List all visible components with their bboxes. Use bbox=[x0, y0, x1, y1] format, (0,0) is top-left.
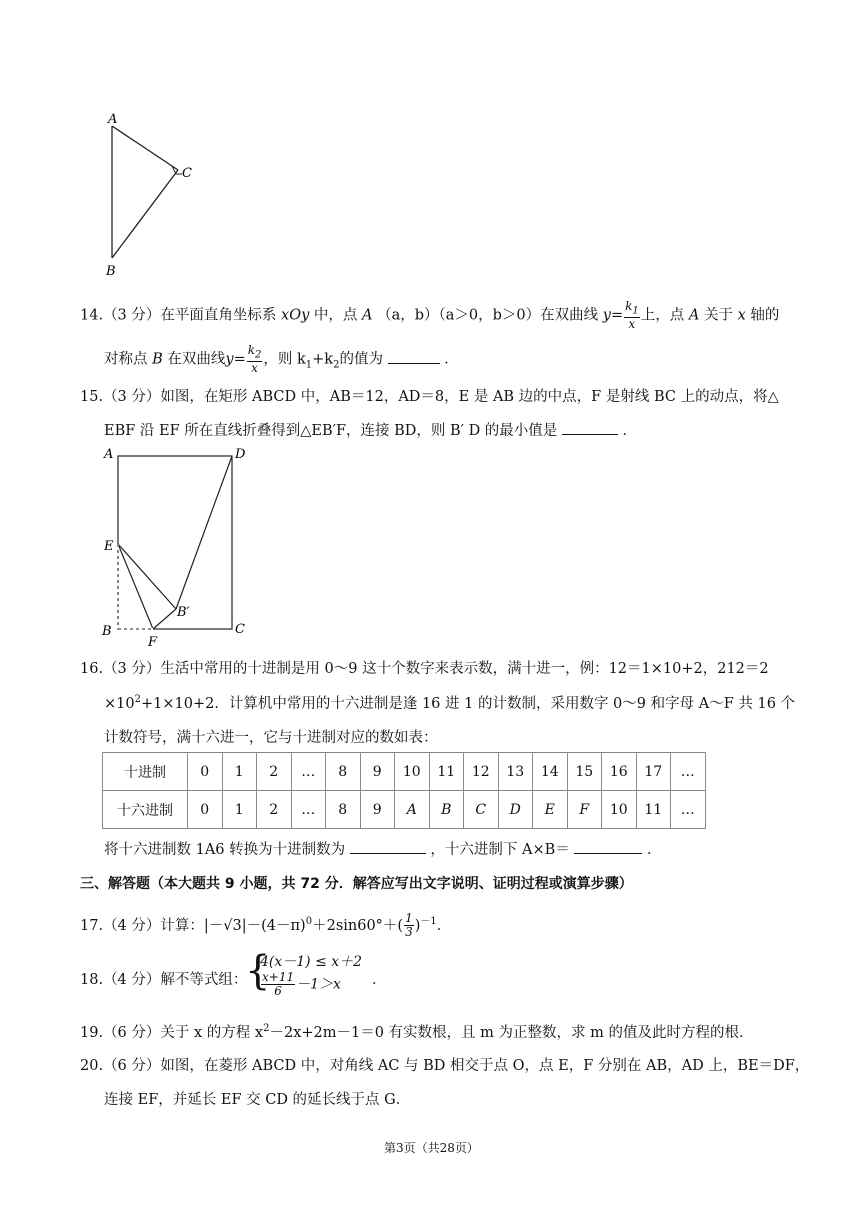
q16-line3 bbox=[104, 726, 438, 747]
q16-num: 16. bbox=[80, 661, 104, 677]
q14-score: （3 分） bbox=[103, 307, 161, 324]
table-cell: 17 bbox=[636, 753, 671, 791]
q14-text-a: 在平面直角坐标系 bbox=[160, 307, 277, 324]
side-ac bbox=[112, 126, 178, 170]
q14-line2: 对称点 B 在双曲线y= $\frac{k_2}{x}$ ，则 $k_1+k_2$的值为 ． bbox=[104, 343, 459, 376]
table-cell: 2 bbox=[257, 791, 292, 829]
q14-k1: k bbox=[296, 351, 306, 368]
q14-num: 14. bbox=[80, 307, 104, 324]
segment-f-bprime bbox=[153, 609, 176, 629]
label-bprime: B′ bbox=[177, 605, 190, 620]
decimal-hex-table bbox=[102, 752, 706, 829]
q16-text-1: 生活中常用的十进制是用 0～9 这十个数字来表示数，满十进一，例：12＝1×10+2，212＝2 bbox=[160, 661, 769, 677]
q18-end: ． bbox=[372, 972, 387, 988]
table-cell: 11 bbox=[429, 753, 464, 791]
page-number-footer: 第3页（共28页） bbox=[384, 1141, 479, 1155]
label-f: F bbox=[148, 635, 158, 650]
table-cell: B bbox=[429, 791, 464, 829]
q20-score: （6 分） bbox=[103, 1058, 161, 1074]
section-3-heading: 三、解答题（本大题共 9 小题，共 72 分．解答应写出文字说明、证明过程或演算步骤） bbox=[80, 876, 633, 892]
q14-yeq: y= bbox=[602, 307, 624, 324]
q17-line: 17.（4 分）计算：$|-√3|-(4-\pi)^0+2\sin 60^\circ+$( $\frac{1}{3}$ )$^{-1}$． bbox=[80, 911, 452, 940]
table-cell: E bbox=[533, 791, 568, 829]
q18-inequality-2: $\frac{x+11}{6}$ －1＞x bbox=[262, 970, 341, 998]
table-cell: 10 bbox=[602, 791, 637, 829]
label-c: C bbox=[235, 622, 245, 637]
q19-text-b: －2x+2m－1＝0 有实数根，且 m 为正整数，求 m 的值及此时方程的根． bbox=[269, 1025, 754, 1041]
q15-text-1: 如图，在矩形 ABCD 中，AB＝12，AD＝8，E 是 AB 边的中点，F 是射线 BC 上的动点，将△ bbox=[160, 389, 779, 405]
q14-text-f: 轴的 bbox=[750, 307, 780, 324]
q20-num: 20. bbox=[80, 1058, 104, 1074]
q16-answer-blank-1[interactable] bbox=[350, 839, 426, 854]
segment-ef bbox=[118, 544, 153, 629]
segment-bprime-d bbox=[176, 456, 232, 609]
q20-line1 bbox=[80, 1054, 809, 1075]
q18-score: （4 分） bbox=[103, 972, 161, 988]
q14-text-2a: 对称点 bbox=[104, 351, 148, 368]
q18-text: 解不等式组： bbox=[160, 972, 248, 988]
table-cell: … bbox=[291, 791, 326, 829]
table-cell: 2 bbox=[257, 753, 292, 791]
q18-brace: { bbox=[245, 948, 271, 994]
hex-row bbox=[103, 791, 706, 829]
q16-text-4b: ，十六进制下 A×B＝ bbox=[430, 842, 570, 858]
table-cell: 15 bbox=[567, 753, 602, 791]
q14-text-2d: 的值为 bbox=[339, 351, 383, 368]
table-cell: 1 bbox=[222, 753, 257, 791]
q14-text-b: 中，点 bbox=[313, 307, 358, 324]
label-a: A bbox=[104, 447, 114, 462]
q15-line1 bbox=[80, 385, 779, 406]
q19-text-a: 关于 x 的方程 x bbox=[160, 1025, 264, 1041]
q16-line1 bbox=[80, 657, 769, 678]
table-cell: C bbox=[464, 791, 499, 829]
side-bc bbox=[112, 170, 178, 258]
q18-line bbox=[80, 968, 247, 989]
q14-fraction-k2: $\frac{k_2}{x}$ bbox=[247, 343, 262, 376]
decimal-row-header: 十进制 bbox=[103, 753, 188, 791]
triangle-figure bbox=[100, 108, 210, 283]
decimal-row bbox=[103, 753, 706, 791]
table-cell: 9 bbox=[360, 753, 395, 791]
label-b: B bbox=[102, 624, 112, 639]
table-cell: … bbox=[671, 791, 706, 829]
table-cell: 0 bbox=[188, 791, 223, 829]
q14-x: x bbox=[737, 307, 746, 324]
q14-yeq2: y= bbox=[225, 351, 246, 368]
q15-text-2: EBF 沿 EF 所在直线折叠得到△EB′F，连接 BD，则 B′ D 的最小值是 bbox=[104, 423, 558, 439]
q14-text-e: 关于 bbox=[703, 307, 733, 324]
q14-xoy: xOy bbox=[281, 307, 310, 324]
hex-row-header: 十六进制 bbox=[103, 791, 188, 829]
table-cell: 8 bbox=[326, 791, 361, 829]
rectangle-abcd bbox=[118, 456, 232, 629]
label-b: B bbox=[106, 264, 116, 279]
table-cell: 1 bbox=[222, 791, 257, 829]
q16-line4: 将十六进制数 1A6 转换为十进制数为 ，十六进制下 A×B＝ ． bbox=[104, 838, 661, 859]
q14-text-d: 上，点 bbox=[640, 307, 685, 324]
table-cell: 12 bbox=[464, 753, 499, 791]
table-cell: F bbox=[567, 791, 602, 829]
table-cell: 14 bbox=[533, 753, 568, 791]
q18-num: 18. bbox=[80, 972, 104, 988]
q14-point-b: B bbox=[152, 351, 163, 368]
q15-line2: EBF 沿 EF 所在直线折叠得到△EB′F，连接 BD，则 B′ D 的最小值是 ． bbox=[104, 419, 637, 440]
table-cell: 0 bbox=[188, 753, 223, 791]
table-cell: A bbox=[395, 791, 430, 829]
table-cell: 10 bbox=[395, 753, 430, 791]
label-a: A bbox=[108, 112, 118, 127]
table-cell: … bbox=[291, 753, 326, 791]
q14-line1 bbox=[80, 300, 779, 331]
q14-answer-blank[interactable] bbox=[388, 349, 440, 364]
q16-line2: $\times 10^2+1\times 10+2$．计算机中常用的十六进制是逢 16 进 1 的计数制，采用数字 0～9 和字母 A～F 共 16 个 bbox=[104, 694, 796, 712]
segment-e-bprime bbox=[118, 544, 176, 609]
q14-point-a: A bbox=[362, 307, 373, 324]
q19-line: 19.（6 分）关于 x 的方程 $x^2-2x+2m-1=0$ 有实数根，且 m 为正整数，求 m 的值及此时方程的根． bbox=[80, 1023, 754, 1041]
q17-text: 计算：|－√3|－(4－π) bbox=[160, 917, 306, 934]
q15-score: （3 分） bbox=[103, 389, 161, 405]
table-cell: 8 bbox=[326, 753, 361, 791]
q17-fraction: $\frac{1}{3}$ bbox=[405, 911, 413, 940]
q16-answer-blank-2[interactable] bbox=[574, 839, 642, 854]
q19-score: （6 分） bbox=[103, 1025, 161, 1041]
q17-score: （4 分） bbox=[103, 917, 161, 934]
label-e: E bbox=[104, 539, 114, 554]
q20-text-1: 如图，在菱形 ABCD 中，对角线 AC 与 BD 相交于点 O，点 E，F 分别在 AB，AD 上，BE＝DF， bbox=[160, 1058, 810, 1074]
table-cell: 9 bbox=[360, 791, 395, 829]
q14-point-a2: A bbox=[688, 307, 700, 324]
q15-num: 15. bbox=[80, 389, 104, 405]
q16-score: （3 分） bbox=[103, 661, 161, 677]
q16-text-4a: 将十六进制数 1A6 转换为十进制数为 bbox=[104, 842, 346, 858]
table-cell: 16 bbox=[602, 753, 637, 791]
q18-inequality-1: 4(x－1) ≤ x＋2 bbox=[260, 954, 363, 970]
q14-fraction-k1: $\frac{k_1}{x}$ bbox=[625, 299, 639, 332]
q15-answer-blank[interactable] bbox=[562, 420, 618, 435]
q14-text-2c: ，则 bbox=[263, 351, 293, 368]
table-cell: D bbox=[498, 791, 533, 829]
q19-num: 19. bbox=[80, 1025, 104, 1041]
q16-text-2b: +1×10+2．计算机中常用的十六进制是逢 16 进 1 的计数制，采用数字 0～9 和字母 A～F 共 16 个 bbox=[140, 696, 796, 712]
q14-text-2b: 在双曲线 bbox=[167, 351, 226, 368]
q16-text-3: 计数符号，满十六进一，它与十进制对应的数如表： bbox=[104, 730, 438, 746]
table-cell: … bbox=[671, 753, 706, 791]
table-cell: 11 bbox=[636, 791, 671, 829]
q20-line2 bbox=[104, 1088, 410, 1109]
rectangle-fold-figure bbox=[96, 444, 266, 650]
q18-fraction: $\frac{x+11}{6}$ bbox=[262, 970, 295, 998]
q14-ab: （a，b）（a＞0，b＞0） bbox=[377, 307, 541, 324]
label-d: D bbox=[235, 447, 246, 462]
q17-num: 17. bbox=[80, 917, 104, 934]
table-cell: 13 bbox=[498, 753, 533, 791]
q20-text-2: 连接 EF，并延长 EF 交 CD 的延长线于点 G． bbox=[104, 1092, 411, 1108]
q16-text-2a: ×10 bbox=[104, 696, 135, 712]
q14-text-c: 在双曲线 bbox=[540, 307, 599, 324]
label-c: C bbox=[182, 166, 192, 181]
